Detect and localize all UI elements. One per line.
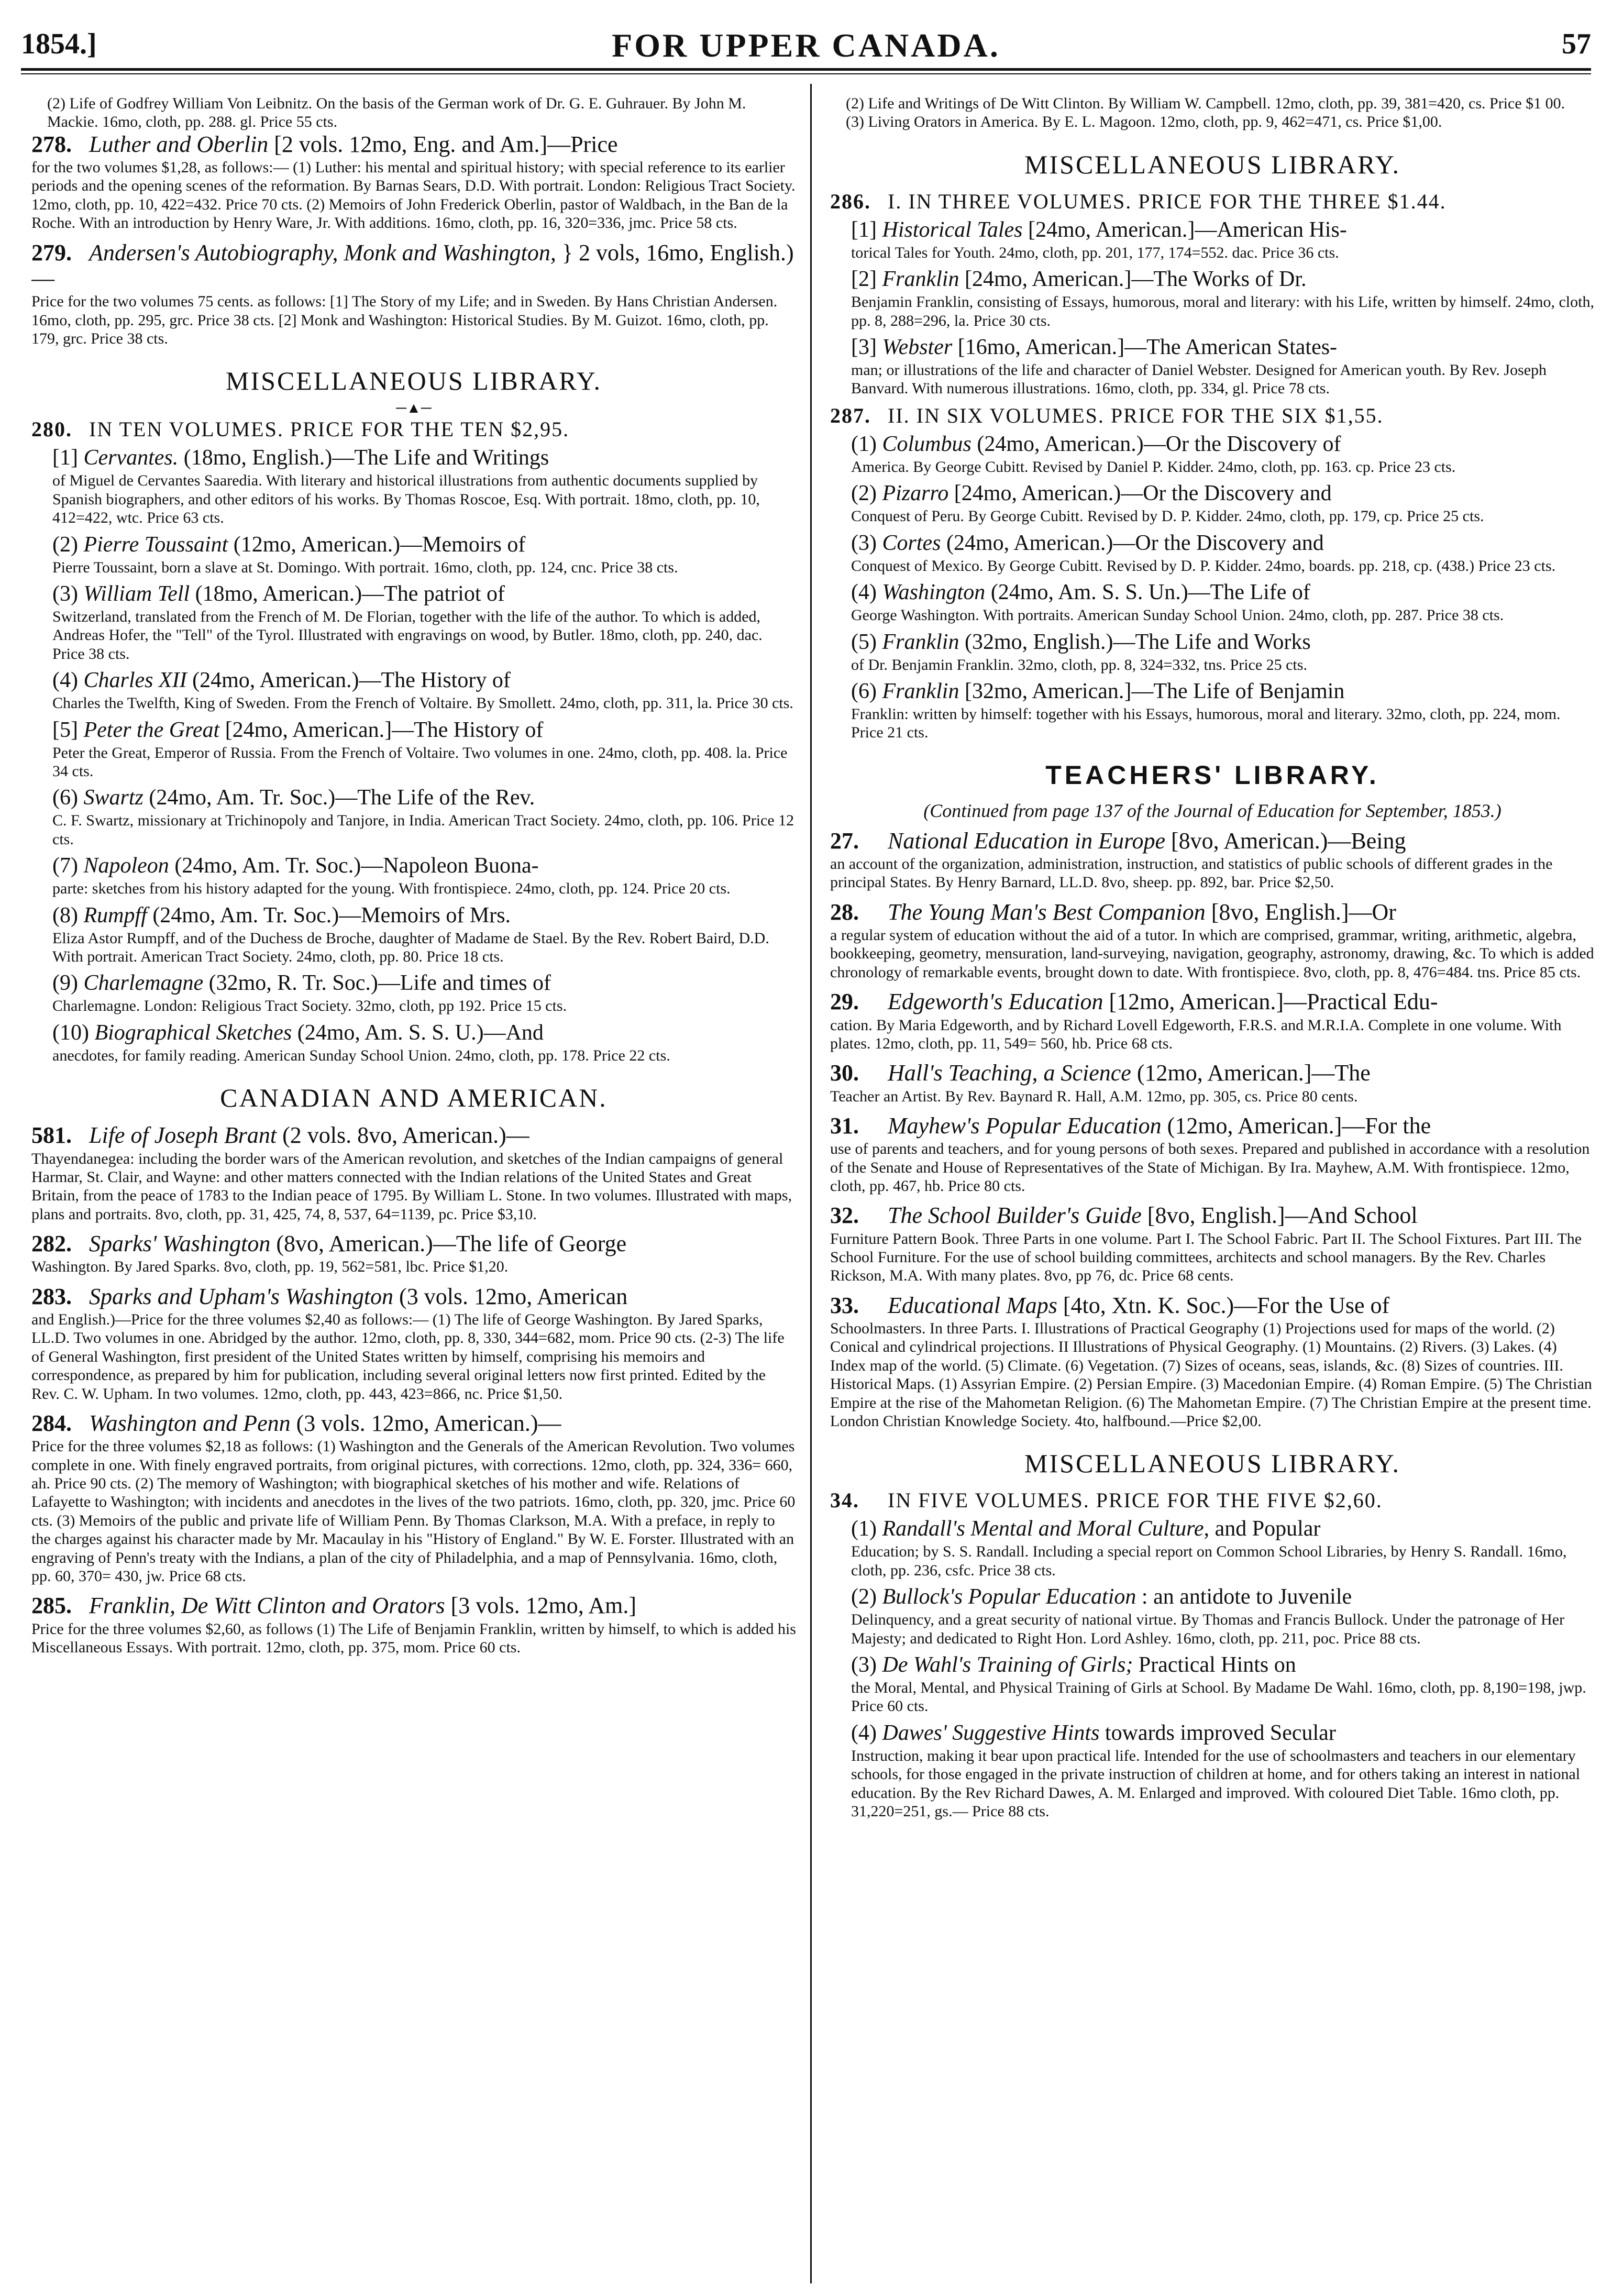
item-format: (24mo, American.)—Or the Discovery of bbox=[977, 432, 1341, 456]
item-format: (32mo, R. Tr. Soc.)—Life and times of bbox=[208, 971, 551, 996]
list-item bbox=[851, 335, 1595, 398]
list-item bbox=[851, 1721, 1595, 1821]
item-format: (24mo, American.)—Or the Discovery and bbox=[946, 531, 1324, 555]
continued-note: (Continued from page 137 of the Journal of Education for September, 1853.) bbox=[923, 800, 1501, 821]
entry-number: 286. bbox=[830, 189, 871, 213]
entry-title: Luther and Oberlin bbox=[89, 131, 269, 157]
item-title: Charlemagne bbox=[83, 971, 204, 996]
list-item bbox=[851, 1653, 1595, 1716]
item-format: : an antidote to Juvenile bbox=[1141, 1585, 1352, 1609]
entry-description: Washington. By Jared Sparks. 8vo, cloth, pp. 19, 562=581, lbc. Price $1,20. bbox=[31, 1258, 509, 1276]
item-description: Conquest of Peru. By George Cubitt. Revised by D. P. Kidder. 24mo, cloth, pp. 179, cp. Price 25 cts. bbox=[851, 507, 1484, 525]
list-item bbox=[851, 1517, 1595, 1580]
item-number: (4) bbox=[52, 668, 78, 693]
item-format: (24mo, Am. Tr. Soc.)—The Life of the Rev. bbox=[149, 786, 535, 810]
entry-format: (3 vols. 12mo, American.)— bbox=[296, 1410, 561, 1436]
entry-number: 34. bbox=[830, 1488, 859, 1513]
section-title-miscellaneous: MISCELLANEOUS LIBRARY. bbox=[226, 366, 602, 396]
item-number: (10) bbox=[52, 1020, 89, 1045]
ornament-arrow: ─▲─ bbox=[396, 400, 432, 417]
item-format: (32mo, English.)—The Life and Works bbox=[964, 630, 1311, 654]
section-title-canadian: CANADIAN AND AMERICAN. bbox=[220, 1083, 608, 1113]
item-format: (24mo, American.)—The History of bbox=[192, 668, 511, 693]
entry-number: 27. bbox=[830, 827, 859, 854]
entry-title: The Young Man's Best Companion bbox=[888, 899, 1206, 925]
item-description: C. F. Swartz, missionary at Trichinopoly and Tanjore, in India. American Tract Society. 24mo, cloth, pp. 106. Price 12 cts. bbox=[52, 812, 794, 848]
entry-description: cation. By Maria Edgeworth, and by Richard Lovell Edgeworth, F.R.S. and M.R.I.A. Complete in one volume. With plates. 12mo, cloth, pp. 11, 549= 560, hb. Price 68 cts. bbox=[830, 1016, 1562, 1052]
entry-number: 284. bbox=[31, 1410, 72, 1436]
entry-title: Franklin, De Witt Clinton and Orators bbox=[89, 1593, 445, 1619]
entry-format: [2 vols. 12mo, Eng. and Am.]—Price bbox=[274, 131, 618, 157]
header-year: 1854.] bbox=[21, 28, 97, 60]
item-title: Randall's Mental and Moral Culture, bbox=[882, 1517, 1210, 1541]
item-number: (2) bbox=[52, 532, 78, 557]
catalog-entry bbox=[31, 1122, 796, 1223]
section-title-miscellaneous: MISCELLANEOUS LIBRARY. bbox=[1024, 1449, 1400, 1478]
entry-format: (2 vols. 8vo, American.)— bbox=[282, 1122, 529, 1149]
item-description: man; or illustrations of the life and character of Daniel Webster. Designed for American youth. By Rev. Joseph Banvard. With numerous illustrations. 16mo, cloth, pp. 334, gl. Price 78 cts. bbox=[851, 361, 1547, 398]
item-description: Pierre Toussaint, born a slave at St. Domingo. With portrait. 16mo, cloth, pp. 124, cnc. Price 38 cts. bbox=[52, 558, 678, 576]
entry-description: for the two volumes $1,28, as follows:— (1) Luther: his mental and spiritual history; with special reference to its earlier periods and the opening scenes of the reformation. By Barnas Sears, D.D. With portrait. London: Religious Tract Society. 12mo, cloth, pp. 10, 422=432. Price 70 cts. (2) Memoirs of John Frederick Oberlin, pastor of Waldbach, in the Ban de la Roche. With an introduction by Henry Ware, Jr. With additions. 16mo, cloth, pp. 16, 320=336, jmc. Price 58 cts. bbox=[31, 159, 796, 232]
catalog-entry bbox=[31, 1284, 796, 1403]
item-description: parte: sketches from his history adapted for the young. With frontispiece. 24mo, cloth, pp. 124. Price 20 cts. bbox=[52, 880, 731, 898]
entry-format: (8vo, American.)—The life of George bbox=[276, 1231, 627, 1257]
list-item bbox=[52, 854, 796, 898]
entry-description: a regular system of education without the aid of a tutor. In which are comprised, grammar, writing, arithmetic, algebra, bookkeeping, geometry, mensuration, land-surveying, navigation, geography, astronomy, drawing, &c. To which is added chronology of remarkable events, brought down to date. With frontispiece. 8vo, cloth, pp. 8, 476=484. tns. Price 85 cts. bbox=[830, 926, 1594, 981]
catalog-entry bbox=[830, 1202, 1595, 1285]
entry-title: Mayhew's Popular Education bbox=[888, 1112, 1162, 1139]
item-title: Rumpff bbox=[83, 903, 147, 928]
item-title: Washington bbox=[882, 580, 986, 605]
entry-description: Thayendanegea: including the border wars of the American revolution, and sketches of the Indian campaigns of general Harmar, St. Clair, and Wayne: and other matters connected with the Indian relations of the United States and Great Britain, from the peace of 1783 to the Indian peace of 1795. By William L. Stone. In two volumes. Illustrated with maps, plans and portraits. 8vo, cloth, pp. 31, 425, 74, 8, 537, 64=1139, pc. Price $3,10. bbox=[31, 1150, 792, 1223]
header-page-number: 57 bbox=[1562, 28, 1591, 60]
item-description: Switzerland, translated from the French of M. De Florian, together with the life of the author. To which is added, Andreas Hofer, the "Tell" of the Tyrol. Illustrated with engravings on wood, by Butler. 18mo, cloth, pp. 240, dac. Price 38 cts. bbox=[52, 608, 763, 663]
item-description: torical Tales for Youth. 24mo, cloth, pp. 201, 177, 174=552. dac. Price 36 cts. bbox=[851, 244, 1339, 261]
entry-number: 280. bbox=[31, 417, 72, 441]
item-description: America. By George Cubitt. Revised by Daniel P. Kidder. 24mo, cloth, pp. 163. cp. Price 23 cts. bbox=[851, 458, 1456, 476]
entry-format: [3 vols. 12mo, Am.] bbox=[450, 1593, 637, 1619]
volume-heading bbox=[830, 189, 1595, 214]
item-format: [24mo, American.]—American His- bbox=[1028, 217, 1347, 242]
entry-title: Edgeworth's Education bbox=[888, 989, 1103, 1015]
item-title: Pierre Toussaint bbox=[83, 532, 228, 557]
item-description: Education; by S. S. Randall. Including a special report on Common School Libraries, by Henry S. Randall. 16mo, cloth, pp. 236, csfc. Price 38 cts. bbox=[851, 1543, 1567, 1579]
item-format: [24mo, American.)—Or the Discovery and bbox=[954, 481, 1332, 506]
entry-number: 31. bbox=[830, 1112, 859, 1139]
header-rule bbox=[21, 73, 1591, 74]
running-header bbox=[21, 21, 1591, 71]
entry-number: 33. bbox=[830, 1292, 859, 1318]
item-title: Cortes bbox=[882, 531, 941, 555]
item-format: (18mo, English.)—The Life and Writings bbox=[183, 446, 549, 470]
item-title: Columbus bbox=[882, 432, 971, 456]
item-title: De Wahl's Training of Girls; bbox=[882, 1653, 1133, 1677]
item-format: [16mo, American.]—The American States- bbox=[957, 335, 1338, 360]
item-title: Biographical Sketches bbox=[94, 1020, 292, 1045]
catalog-entry bbox=[31, 131, 796, 233]
catalog-entry bbox=[31, 1231, 796, 1276]
list-item bbox=[52, 446, 796, 527]
item-number: [3] bbox=[851, 335, 877, 360]
item-title: Charles XII bbox=[83, 668, 187, 693]
list-item bbox=[52, 668, 796, 712]
item-number: (6) bbox=[52, 786, 78, 810]
item-title: Franklin bbox=[882, 679, 959, 703]
entry-format: [4to, Xtn. K. Soc.)—For the Use of bbox=[1063, 1292, 1390, 1318]
item-format: (24mo, Am. Tr. Soc.)—Napoleon Buona- bbox=[174, 854, 539, 878]
entry-description: Schoolmasters. In three Parts. I. Illustrations of Practical Geography (1) Projections used for maps of the world. (2) Conical and cylindrical projections. II Illustrations of Physical Geography. (1) Mountains. (2) Rivers. (3) Lakes. (4) Index map of the world. (5) Climate. (6) Vegetation. (7) Sizes of oceans, seas, islands, &c. (8) Sizes of countries. III. Historical Maps. (1) Assyrian Empire. (2) Persian Empire. (3) Macedonian Empire. (4) Roman Empire. (5) The Christian Empire at the rise of the Mahometan Religion. (6) The Mahometan Empire. (7) The Christian Empire at the present time. London Christian Knowledge Society. 4to, halfbound.—Price $2,00. bbox=[830, 1320, 1592, 1430]
list-item bbox=[851, 481, 1595, 525]
entry-number: 29. bbox=[830, 989, 859, 1015]
entry-number: 279. bbox=[31, 239, 72, 266]
list-item bbox=[851, 580, 1595, 624]
item-number: (2) bbox=[851, 1585, 877, 1609]
item-format: towards improved Secular bbox=[1105, 1720, 1336, 1745]
item-number: (1) bbox=[851, 1517, 877, 1541]
left-column bbox=[31, 94, 796, 2273]
item-format: (18mo, American.)—The patriot of bbox=[195, 581, 505, 606]
list-item bbox=[851, 531, 1595, 575]
item-format: [24mo, American.]—The Works of Dr. bbox=[964, 267, 1307, 292]
volume-text: IN TEN VOLUMES. PRICE FOR THE TEN $2,95. bbox=[89, 417, 570, 441]
entry-description: and English.)—Price for the three volumes $2,40 as follows:— (1) The life of George Washington. By Jared Sparks, LL.D. Two volumes in one. Abridged by the author. 12mo, cloth, pp. 8, 330, 344=682, mom. Price 90 cts. (2-3) The life of General Washington, first president of the United States written by himself, comprising his memoirs and correspondence, as prepared by him for publication, including several original letters now first printed. Edited by the Rev. C. W. Upham. In two volumes. 12mo, cloth, pp. 443, 423=866, nc. Price $1,50. bbox=[31, 1311, 785, 1403]
list-item bbox=[851, 267, 1595, 330]
item-description: Benjamin Franklin, consisting of Essays, humorous, moral and literary: with his Life, written by himself. 24mo, cloth, pp. 8, 288=296, la. Price 30 cts. bbox=[851, 293, 1594, 329]
list-item bbox=[52, 903, 796, 966]
item-description: Franklin: written by himself: together with his Essays, humorous, moral and literary. 32mo, cloth, pp. 224, mom. Price 21 cts. bbox=[851, 705, 1561, 742]
item-number: (6) bbox=[851, 679, 877, 703]
entry-description: an account of the organization, administration, instruction, and statistics of public schools of different grades in the principal States. By Henry Barnard, LL.D. 8vo, sheep. pp. 892, bar. Price $2,50. bbox=[830, 855, 1553, 891]
item-title: Franklin bbox=[882, 267, 959, 292]
list-item: (2) Life and Writings of De Witt Clinton. By William W. Campbell. 12mo, cloth, pp. 39, 381=420, cs. Price $1 00. bbox=[846, 95, 1565, 112]
entry-number: 32. bbox=[830, 1202, 859, 1229]
right-column bbox=[830, 94, 1595, 2273]
item-title: Swartz bbox=[83, 786, 143, 810]
entry-description: Furniture Pattern Book. Three Parts in one volume. Part I. The School Fabric. Part II. The School Fixtures. Part III. The School Furniture. For the use of school building committees, architects and school managers. By the Rev. Charles Rickson, M.A. With many plates. 8vo, pp 76, dc. Price 68 cents. bbox=[830, 1230, 1582, 1285]
entry-description: Price for the three volumes $2,18 as follows: (1) Washington and the Generals of the American Revolution. Two volumes complete in one. With finely engraved portraits, from original pictures, with corrections. 12mo, cloth, pp. 324, 336= 660, ah. Price 90 cts. (2) The memory of Washington; with biographical sketches of his mother and wife. Relations of Lafayette to Washington; with incidents and anecdotes in the lives of the two patriots. 16mo, cloth, pp. 320, jmc. Price 60 cts. (3) Memoirs of the public and private life of William Penn. By Thomas Clarkson, M.A. With a preface, in reply to the charges against his character made by Mr. Macaulay in his "History of England." By W. E. Forster. Illustrated with an engraving of Penn's treaty with the Indians, a plan of the city of Philadelphia, and a map of Pennsylvania. 16mo, cloth, pp. 60, 370= 430, jw. Price 68 cts. bbox=[31, 1438, 796, 1585]
entry-title: Sparks' Washington bbox=[89, 1231, 271, 1257]
entry-number: 30. bbox=[830, 1060, 859, 1086]
item-number: (4) bbox=[851, 1720, 877, 1745]
item-number: (5) bbox=[851, 630, 877, 654]
list-item bbox=[851, 679, 1595, 742]
volume-heading bbox=[830, 1488, 1595, 1513]
entry-description: use of parents and teachers, and for young persons of both sexes. Prepared and published in accordance with a resolution of the Senate and House of Representatives of the State of Michigan. By Ira. Mayhew, A.M. With frontispiece. 12mo, cloth, pp. 467, hb. Price 80 cts. bbox=[830, 1140, 1590, 1195]
item-format: (24mo, Am. Tr. Soc.)—Memoirs of Mrs. bbox=[152, 903, 511, 928]
catalog-entry bbox=[31, 1593, 796, 1657]
item-description: Conquest of Mexico. By George Cubitt. Revised by D. P. Kidder. 24mo, boards. pp. 218, cp. (438.) Price 23 cts. bbox=[851, 557, 1556, 575]
entry-format: (12mo, American.]—The bbox=[1136, 1060, 1371, 1086]
item-title: Dawes' Suggestive Hints bbox=[882, 1720, 1100, 1745]
item-number: (3) bbox=[52, 581, 78, 606]
entry-format: } 2 vols, 16mo, English.)— bbox=[31, 239, 794, 291]
list-item bbox=[851, 432, 1595, 476]
item-description: anecdotes, for family reading. American Sunday School Union. 24mo, cloth, pp. 178. Price 22 cts. bbox=[52, 1046, 670, 1064]
volume-heading bbox=[31, 417, 796, 441]
item-title: Franklin bbox=[882, 630, 959, 654]
item-format: [24mo, American.]—The History of bbox=[225, 718, 544, 742]
item-format: Practical Hints on bbox=[1138, 1653, 1296, 1677]
entry-format: (12mo, American.]—For the bbox=[1167, 1112, 1431, 1139]
entry-title: The School Builder's Guide bbox=[888, 1202, 1142, 1229]
item-title: Historical Tales bbox=[882, 217, 1023, 242]
item-title: Peter the Great bbox=[83, 718, 220, 742]
item-number: (9) bbox=[52, 971, 78, 996]
list-item bbox=[52, 582, 796, 663]
catalog-entry bbox=[830, 1293, 1595, 1431]
item-title: Pizarro bbox=[882, 481, 949, 506]
header-title: FOR UPPER CANADA. bbox=[612, 27, 1000, 64]
item-description: George Washington. With portraits. American Sunday School Union. 24mo, cloth, pp. 287. Price 38 cts. bbox=[851, 606, 1504, 624]
list-item bbox=[52, 1021, 796, 1065]
catalog-entry bbox=[830, 899, 1595, 981]
entry-number: 278. bbox=[31, 131, 72, 157]
entry-title: Hall's Teaching, a Science bbox=[888, 1060, 1131, 1086]
catalog-entry bbox=[830, 828, 1595, 892]
catalog-entry bbox=[31, 240, 796, 348]
entry-number: 581. bbox=[31, 1122, 72, 1149]
list-item: (3) Living Orators in America. By E. L. Magoon. 12mo, cloth, pp. 9, 462=471, cs. Price $1,00. bbox=[846, 113, 1442, 131]
item-description: of Dr. Benjamin Franklin. 32mo, cloth, pp. 8, 324=332, tns. Price 25 cts. bbox=[851, 656, 1308, 674]
list-item bbox=[52, 971, 796, 1015]
item-format: (12mo, American.)—Memoirs of bbox=[233, 532, 526, 557]
item-number: [1] bbox=[851, 217, 877, 242]
item-description: Delinquency, and a great security of national virtue. By Thomas and Francis Bullock. Under the patronage of Her Majesty; and dedicated to Right Hon. Lord Ashley. 16mo, cloth, pp. 211, poc. Price 88 cts. bbox=[851, 1611, 1565, 1647]
entry-description: Price for the two volumes 75 cents. as follows: [1] The Story of my Life; and in Sweden. By Hans Christian Andersen. 16mo, cloth, pp. 295, grc. Price 38 cts. [2] Monk and Washington: Historical Studies. By M. Guizot. 16mo, cloth, pp. 179, grc. Price 38 cts. bbox=[31, 293, 778, 347]
volume-text: II. IN SIX VOLUMES. PRICE FOR THE SIX $1,55. bbox=[888, 403, 1384, 427]
list-item bbox=[52, 533, 796, 577]
catalog-entry bbox=[830, 989, 1595, 1053]
catalog-entry bbox=[830, 1060, 1595, 1106]
item-number: (4) bbox=[851, 580, 877, 605]
entry-format: (3 vols. 12mo, American bbox=[399, 1283, 628, 1309]
volume-text: I. IN THREE VOLUMES. PRICE FOR THE THREE $1.44. bbox=[888, 189, 1447, 213]
list-item bbox=[851, 218, 1595, 262]
item-format: [32mo, American.]—The Life of Benjamin bbox=[964, 679, 1345, 703]
item-number: (3) bbox=[851, 1653, 877, 1677]
item-description: Eliza Astor Rumpff, and of the Duchess de Broche, daughter of Madame de Stael. By the Rev. Robert Baird, D.D. With portrait. American Tract Society. 24mo, cloth, pp. 80. Price 18 cts. bbox=[52, 929, 769, 966]
entry-title: Sparks and Upham's Washington bbox=[89, 1283, 394, 1309]
item-number: [5] bbox=[52, 718, 78, 742]
entry-number: 283. bbox=[31, 1283, 72, 1309]
item-title: Napoleon bbox=[83, 854, 169, 878]
section-title-miscellaneous: MISCELLANEOUS LIBRARY. bbox=[1024, 149, 1400, 179]
entry-format: [8vo, English.]—Or bbox=[1211, 899, 1396, 925]
item-title: Webster bbox=[882, 335, 953, 360]
list-item bbox=[52, 718, 796, 781]
item-number: (2) bbox=[851, 481, 877, 506]
entry-description: Price for the three volumes $2,60, as follows (1) The Life of Benjamin Franklin, written by himself, to which is added his Miscellaneous Essays. With portrait. 12mo, cloth, pp. 375, mom. Price 60 cts. bbox=[31, 1620, 796, 1657]
column-divider bbox=[810, 84, 812, 2283]
item-description: Instruction, making it bear upon practical life. Intended for the use of schoolmasters and teachers in our elementary schools, for those engaged in the private instruction of children at home, and for others taking an interest in national education. By the Rev Richard Dawes, A. M. Enlarged and improved. With coloured Diet Table. 16mo cloth, pp. 31,220=251, gs.— Price 88 cts. bbox=[851, 1747, 1581, 1820]
entry-number: 287. bbox=[830, 403, 871, 427]
item-number: (8) bbox=[52, 903, 78, 928]
entry-title: Washington and Penn bbox=[89, 1410, 291, 1436]
volume-text: IN FIVE VOLUMES. PRICE FOR THE FIVE $2,60. bbox=[888, 1488, 1383, 1513]
entry-title: Educational Maps bbox=[888, 1292, 1057, 1318]
item-description: Charlemagne. London: Religious Tract Society. 32mo, cloth, pp 192. Price 15 cts. bbox=[52, 997, 567, 1015]
entry-title: Life of Joseph Brant bbox=[89, 1122, 277, 1149]
item-description: Peter the Great, Emperor of Russia. From the French of Voltaire. Two volumes in one. 24mo, cloth, pp. 408. la. Price 34 cts. bbox=[52, 744, 788, 780]
catalog-entry bbox=[31, 1410, 796, 1585]
entry-number: 28. bbox=[830, 899, 859, 925]
item-number: (1) bbox=[851, 432, 877, 456]
volume-heading bbox=[830, 403, 1595, 428]
item-number: [2] bbox=[851, 267, 877, 292]
entry-title: National Education in Europe bbox=[888, 827, 1165, 854]
entry-format: [8vo, American.)—Being bbox=[1171, 827, 1406, 854]
entry-format: [8vo, English.]—And School bbox=[1147, 1202, 1418, 1229]
item-format: and Popular bbox=[1214, 1517, 1321, 1541]
list-item bbox=[851, 630, 1595, 674]
item-description: Charles the Twelfth, King of Sweden. From the French of Voltaire. By Smollett. 24mo, cloth, pp. 311, la. Price 30 cts. bbox=[52, 694, 793, 712]
list-item: (2) Life of Godfrey William Von Leibnitz. On the basis of the German work of Dr. G. E. Guhrauer. By John M. Mackie. 16mo, cloth, pp. 288. gl. Price 55 cts. bbox=[47, 95, 746, 131]
item-number: (7) bbox=[52, 854, 78, 878]
entry-number: 285. bbox=[31, 1593, 72, 1619]
entry-title: Andersen's Autobiography, Monk and Washington, bbox=[89, 239, 556, 266]
section-title-teachers: TEACHERS' LIBRARY. bbox=[1045, 760, 1379, 790]
item-format: (24mo, Am. S. S. Un.)—The Life of bbox=[990, 580, 1310, 605]
item-description: the Moral, Mental, and Physical Training of Girls at School. By Madame De Wahl. 16mo, cloth, pp. 8,190=198, jwp. Price 60 cts. bbox=[851, 1679, 1586, 1715]
entry-format: [12mo, American.]—Practical Edu- bbox=[1109, 989, 1438, 1015]
item-title: William Tell bbox=[83, 581, 190, 606]
item-format: (24mo, Am. S. S. U.)—And bbox=[297, 1020, 544, 1045]
item-number: (3) bbox=[851, 531, 877, 555]
entry-description: Teacher an Artist. By Rev. Baynard R. Hall, A.M. 12mo, pp. 305, cs. Price 80 cents. bbox=[830, 1087, 1358, 1105]
list-item bbox=[52, 786, 796, 848]
entry-number: 282. bbox=[31, 1231, 72, 1257]
catalog-entry bbox=[830, 1113, 1595, 1195]
item-title: Bullock's Popular Education bbox=[882, 1585, 1136, 1609]
item-title: Cervantes. bbox=[83, 446, 179, 470]
item-number: [1] bbox=[52, 446, 78, 470]
list-item bbox=[851, 1585, 1595, 1648]
item-description: of Miguel de Cervantes Saaredia. With literary and historical illustrations from authentic documents supplied by Spanish biographers, and other editors of his works. By Thomas Roscoe, Esq. With portrait. 18mo, cloth, pp. 10, 412=422, wtc. Price 63 cts. bbox=[52, 472, 760, 527]
